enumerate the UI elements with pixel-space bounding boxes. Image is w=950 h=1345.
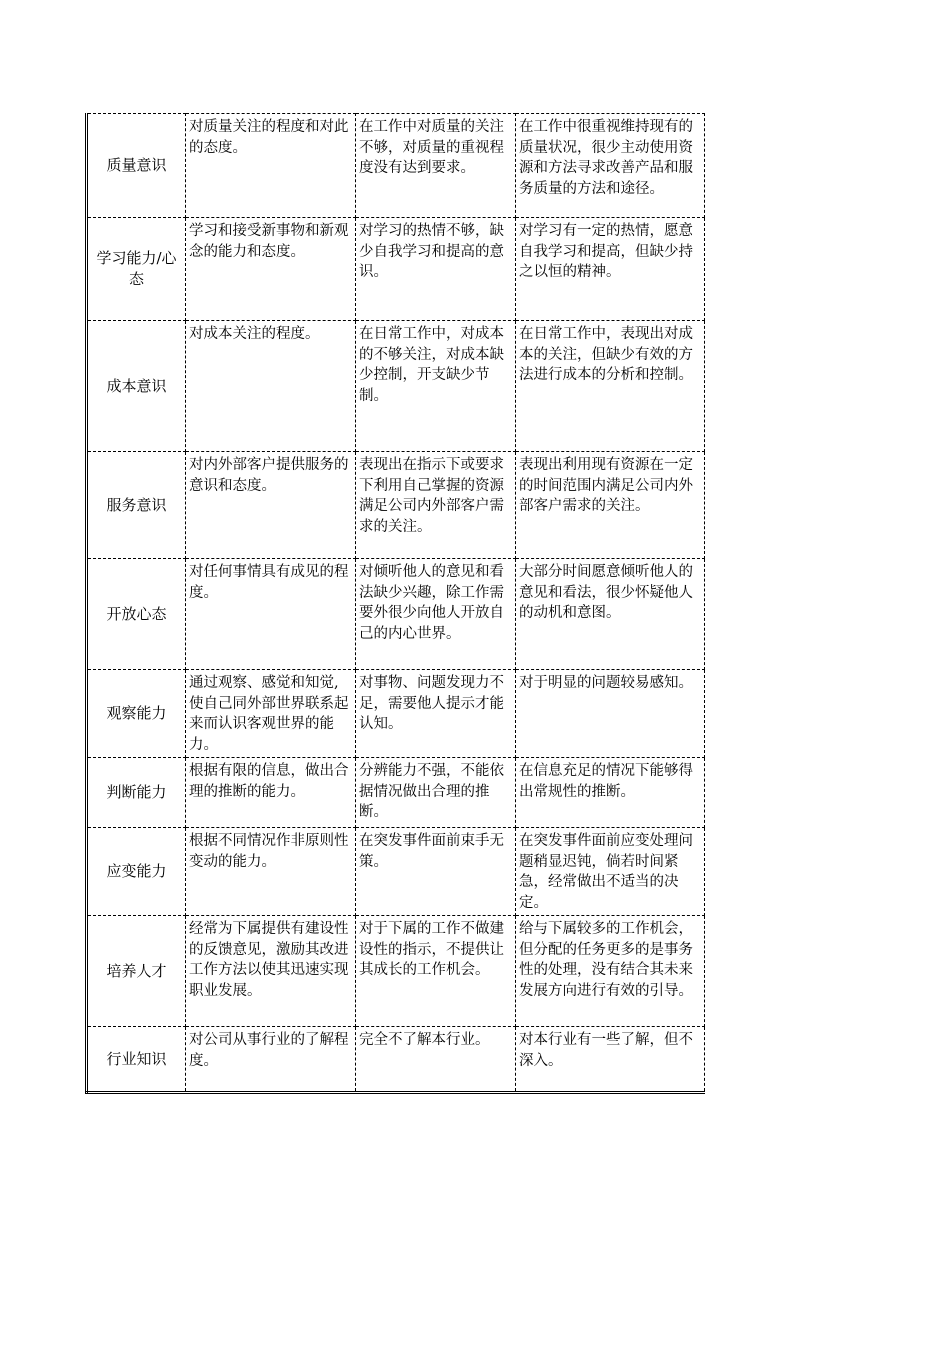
competency-level-2: 表现出利用现有资源在一定的时间范围内满足公司内外部客户需求的关注。 [516,452,705,559]
competency-level-1: 对事物、问题发现力不足，需要他人提示才能认知。 [356,670,516,758]
competency-name: 服务意识 [87,452,186,559]
competency-definition: 经常为下属提供有建设性的反馈意见，激励其改进工作方法以使其迅速实现职业发展。 [186,916,356,1027]
table-row [87,114,705,218]
competency-definition: 对内外部客户提供服务的意识和态度。 [186,452,356,559]
competency-level-1: 在日常工作中，对成本的不够关注，对成本缺少控制，开支缺少节制。 [356,321,516,452]
competency-level-2: 在信息充足的情况下能够得出常规性的推断。 [516,758,705,828]
competency-level-1: 表现出在指示下或要求下利用自己掌握的资源满足公司内外部客户需求的关注。 [356,452,516,559]
competency-definition: 对任何事情具有成见的程度。 [186,559,356,670]
competency-name: 应变能力 [87,828,186,916]
competency-table [85,113,705,1094]
competency-level-1: 对倾听他人的意见和看法缺少兴趣，除工作需要外很少向他人开放自己的内心世界。 [356,559,516,670]
table-row [87,828,705,916]
competency-level-1: 对学习的热情不够，缺少自我学习和提高的意识。 [356,218,516,321]
competency-name: 成本意识 [87,321,186,452]
competency-level-2: 在突发事件面前应变处理问题稍显迟钝，倘若时间紧急，经常做出不适当的决定。 [516,828,705,916]
competency-name: 开放心态 [87,559,186,670]
competency-level-1: 完全不了解本行业。 [356,1027,516,1093]
competency-definition: 对公司从事行业的了解程度。 [186,1027,356,1093]
competency-level-2: 在工作中很重视维持现有的质量状况，很少主动使用资源和方法寻求改善产品和服务质量的方法和途径。 [516,114,705,218]
competency-definition: 通过观察、感觉和知觉,使自己同外部世界联系起来而认识客观世界的能力。 [186,670,356,758]
table-row [87,758,705,828]
competency-definition: 学习和接受新事物和新观念的能力和态度。 [186,218,356,321]
competency-level-1: 对于下属的工作不做建设性的指示，不提供让其成长的工作机会。 [356,916,516,1027]
competency-level-1: 在工作中对质量的关注不够，对质量的重视程度没有达到要求。 [356,114,516,218]
competency-level-1: 分辨能力不强，不能依据情况做出合理的推断。 [356,758,516,828]
competency-level-2: 给与下属较多的工作机会，但分配的任务更多的是事务性的处理，没有结合其未来发展方向进行有效的引导。 [516,916,705,1027]
competency-name: 培养人才 [87,916,186,1027]
table-row [87,916,705,1027]
competency-level-1: 在突发事件面前束手无策。 [356,828,516,916]
competency-level-2: 大部分时间愿意倾听他人的意见和看法，很少怀疑他人的动机和意图。 [516,559,705,670]
table-row [87,218,705,321]
competency-sheet [85,113,703,1094]
table-row [87,670,705,758]
competency-level-2: 对本行业有一些了解，但不深入。 [516,1027,705,1093]
table-row [87,321,705,452]
competency-name: 观察能力 [87,670,186,758]
competency-definition: 根据有限的信息，做出合理的推断的能力。 [186,758,356,828]
table-row [87,559,705,670]
competency-name: 行业知识 [87,1027,186,1093]
competency-level-2: 对学习有一定的热情，愿意自我学习和提高，但缺少持之以恒的精神。 [516,218,705,321]
competency-level-2: 在日常工作中，表现出对成本的关注，但缺少有效的方法进行成本的分析和控制。 [516,321,705,452]
competency-name: 学习能力/心态 [87,218,186,321]
table-row [87,452,705,559]
competency-definition: 对成本关注的程度。 [186,321,356,452]
competency-definition: 对质量关注的程度和对此的态度。 [186,114,356,218]
competency-name: 质量意识 [87,114,186,218]
table-row [87,1027,705,1093]
competency-level-2: 对于明显的问题较易感知。 [516,670,705,758]
competency-definition: 根据不同情况作非原则性变动的能力。 [186,828,356,916]
competency-name: 判断能力 [87,758,186,828]
